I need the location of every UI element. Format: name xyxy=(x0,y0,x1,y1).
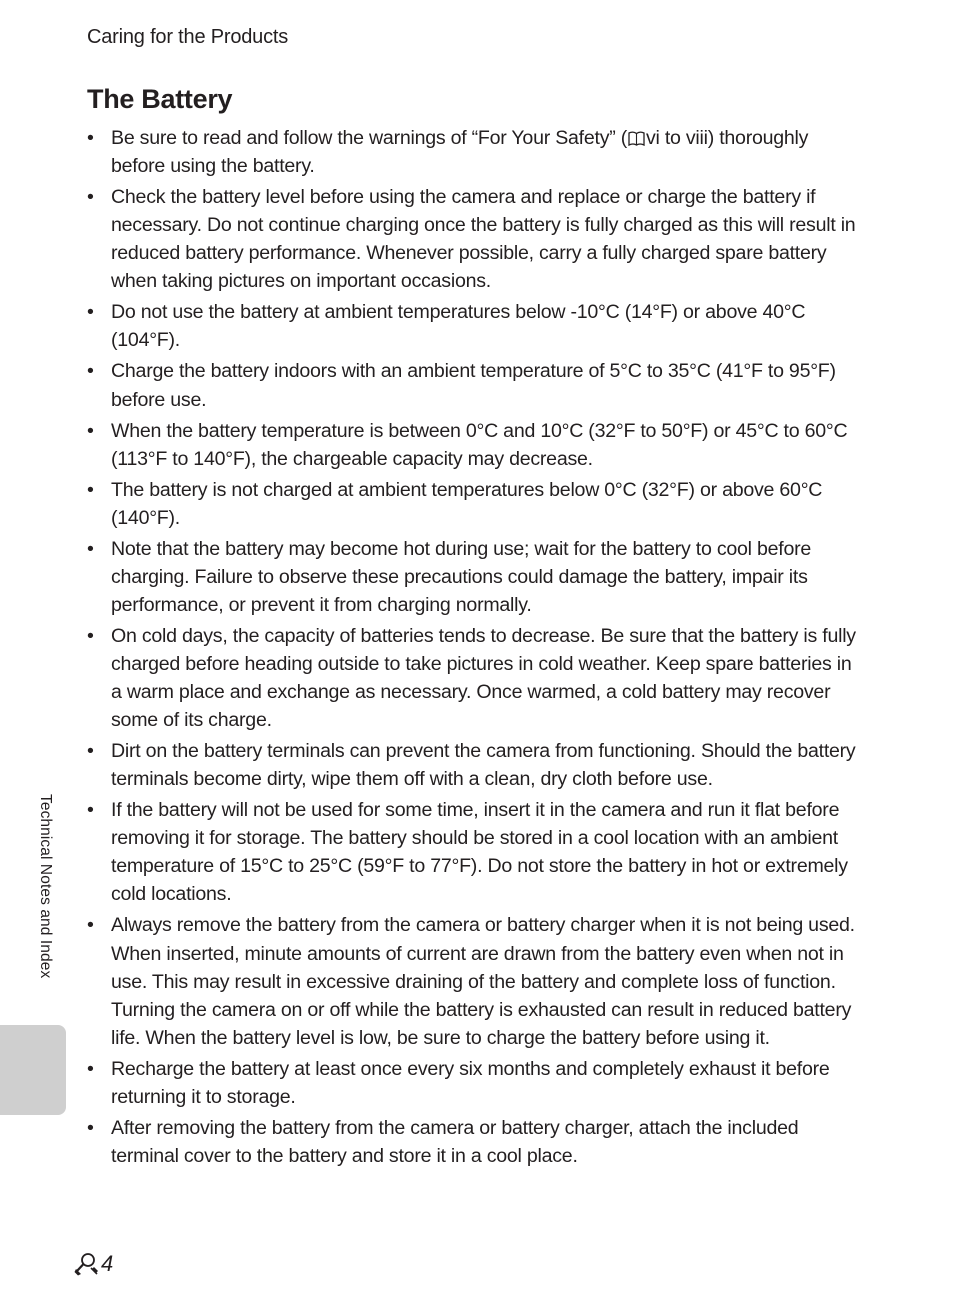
bullet-icon: • xyxy=(87,624,94,647)
list-item xyxy=(87,357,867,413)
technical-notes-icon xyxy=(73,1251,99,1277)
list-item xyxy=(87,298,867,354)
list-item-text: vi to viii) thoroughly before using the battery. xyxy=(111,127,809,178)
bullet-icon: • xyxy=(87,1057,94,1080)
side-tab-label: Technical Notes and Index xyxy=(37,794,54,979)
list-item xyxy=(87,124,867,180)
list-item xyxy=(87,911,867,1051)
list-item-text: The battery is not charged at ambient temperatures below 0°C (32°F) or above 60°C (140°F). xyxy=(111,478,823,529)
list-item-text: Charge the battery indoors with an ambient temperature of 5°C to 35°C (41°F to 95°F) before use. xyxy=(111,360,836,411)
list-item xyxy=(87,183,867,295)
side-tab xyxy=(0,1025,66,1115)
list-item xyxy=(87,737,867,793)
list-item-text: Always remove the battery from the camera or battery charger when it is not being used. When inserted, minute amounts of current are drawn from the battery even when not in use. This may result in excessive draining of the battery and complete loss of function. Turning the camera on or off while the battery is exhausted can result in reduced battery life. When the battery level is low, be sure to charge the battery before using it. xyxy=(111,914,855,1049)
running-head: Caring for the Products xyxy=(87,26,289,48)
bullet-icon: • xyxy=(87,799,94,822)
list-item xyxy=(87,1055,867,1111)
bullet-icon: • xyxy=(87,914,94,937)
list-item xyxy=(87,796,867,908)
bullet-icon: • xyxy=(87,301,94,324)
list-item-text: Dirt on the battery terminals can prevent the camera from functioning. Should the battery terminals become dirty, wipe them off with a clean, dry cloth before use. xyxy=(111,740,856,791)
book-reference-icon xyxy=(628,131,645,146)
list-item xyxy=(87,476,867,532)
page-number-text: 4 xyxy=(101,1251,114,1276)
list-item-text: Check the battery level before using the camera and replace or charge the battery if necessary. Do not continue charging once the battery is fully charged as this will result in reduced battery performance. Whenever possible, carry a fully charged spare battery when taking pictures on important occasions. xyxy=(111,186,856,293)
list-item xyxy=(87,1114,867,1170)
list-item-text: Recharge the battery at least once every six months and completely exhaust it before returning it to storage. xyxy=(111,1057,830,1108)
list-item-text: Be sure to read and follow the warnings of “For Your Safety” ( xyxy=(111,127,627,149)
bullet-icon: • xyxy=(87,419,94,442)
list-item-text: Do not use the battery at ambient temperatures below -10°C (14°F) or above 40°C (104°F). xyxy=(111,301,806,352)
list-item-text: When the battery temperature is between 0°C and 10°C (32°F to 50°F) or 45°C to 60°C (113°F to 140°F), the chargeable capacity may decrease. xyxy=(111,419,848,470)
bullet-icon: • xyxy=(87,127,94,149)
list-item-text: On cold days, the capacity of batteries tends to decrease. Be sure that the battery is fully charged before heading outside to take pictures in cold weather. Keep spare batteries in a warm place and exchange as necessary. Once warmed, a cold battery may recover some of its charge. xyxy=(111,624,856,732)
list-item xyxy=(87,417,867,473)
section-title: The Battery xyxy=(87,84,233,114)
bullet-icon: • xyxy=(87,478,94,501)
bullet-icon: • xyxy=(87,360,94,383)
bullet-list xyxy=(87,124,867,1173)
page-number xyxy=(73,1250,113,1278)
list-item xyxy=(87,622,867,734)
list-item-text: After removing the battery from the camera or battery charger, attach the included terminal cover to the battery and store it in a cool place. xyxy=(111,1116,799,1167)
bullet-icon: • xyxy=(87,740,94,763)
list-item-text: Note that the battery may become hot during use; wait for the battery to cool before charging. Failure to observe these precautions could damage the battery, impair its performance, or prevent it from charging normally. xyxy=(111,537,812,616)
list-item-text: If the battery will not be used for some time, insert it in the camera and run it flat before removing it for storage. The battery should be stored in a cool location with an ambient temperature of 15°C to 25°C (59°F to 77°F). Do not store the battery in hot or extremely cold locations. xyxy=(111,799,848,906)
bullet-icon: • xyxy=(87,186,94,209)
bullet-icon: • xyxy=(87,537,94,560)
bullet-icon: • xyxy=(87,1116,94,1139)
list-item xyxy=(87,535,867,619)
